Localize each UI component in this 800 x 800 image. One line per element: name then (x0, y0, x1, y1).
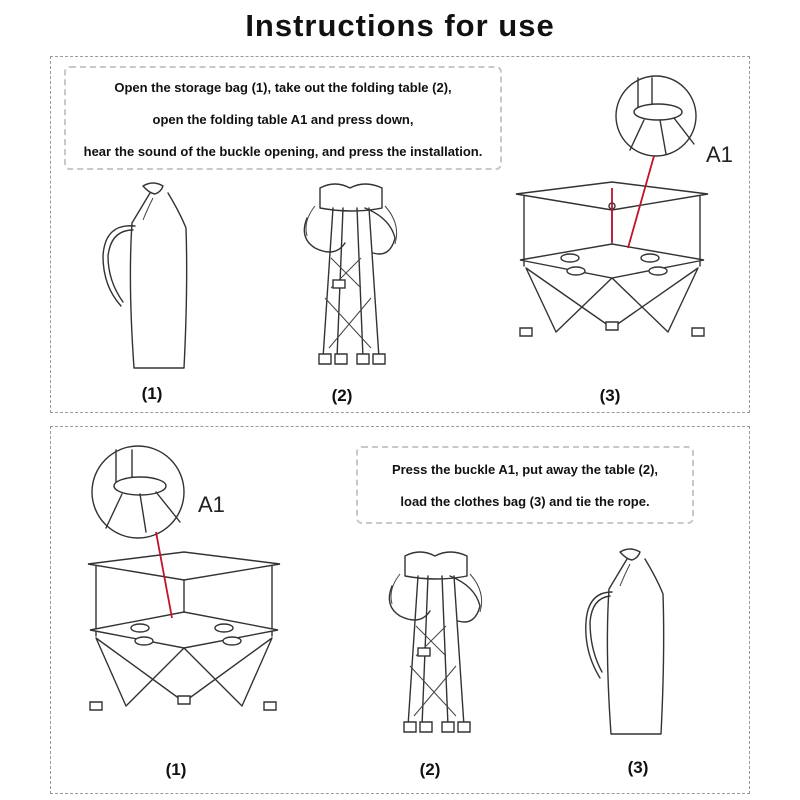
storage-bag-illustration (95, 178, 205, 378)
top-instruction-note (64, 66, 502, 170)
page-title: Instructions for use (245, 8, 555, 43)
folded-table-illustration (380, 546, 500, 746)
step-label-3: (3) (599, 386, 621, 405)
note-line-1: Open the storage bag (1), take out the folding table (2), (114, 80, 452, 95)
assembled-table-illustration (512, 178, 712, 348)
step-label-2: (2) (331, 386, 353, 405)
a1-callout-label: A1 (198, 492, 225, 517)
step-label-1: (1) (165, 760, 187, 779)
assembled-table-illustration (84, 542, 284, 722)
note-line-2: load the clothes bag (3) and tie the rope. (400, 494, 650, 509)
step-label-3: (3) (627, 758, 649, 777)
note-line-1: Press the buckle A1, put away the table (2), (391, 462, 659, 477)
a1-callout-label: A1 (706, 142, 733, 167)
step-label-2: (2) (419, 760, 441, 779)
storage-bag-illustration (580, 544, 690, 744)
folded-table-illustration (295, 178, 415, 378)
note-line-3: hear the sound of the buckle opening, and press the installation. (83, 144, 483, 159)
note-line-2: open the folding table A1 and press down, (152, 112, 414, 127)
buckle-zoom-callout (80, 436, 200, 546)
step-label-1: (1) (141, 384, 163, 403)
bottom-instruction-note (356, 446, 694, 524)
